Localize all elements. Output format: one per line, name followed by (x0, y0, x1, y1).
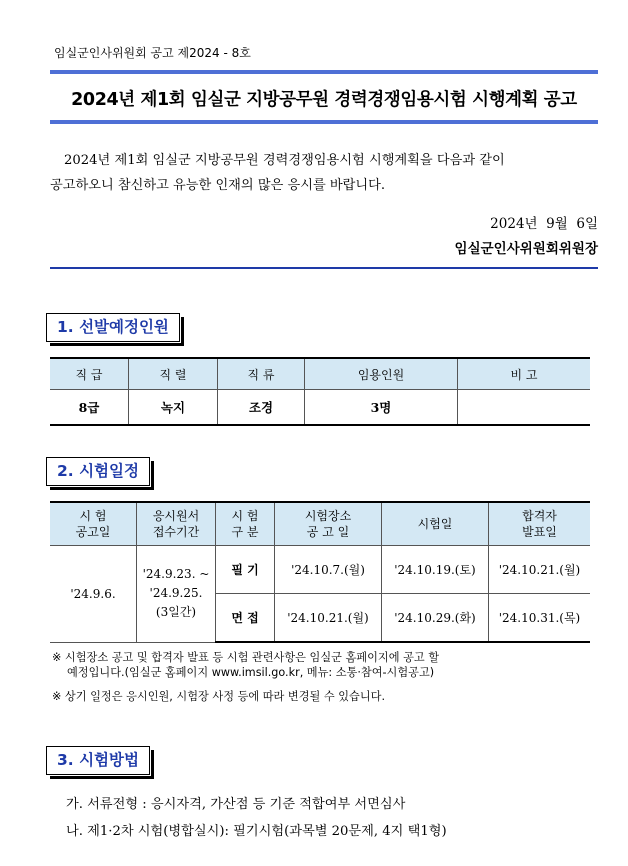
signer: 임실군인사위원회위원장 (454, 241, 598, 257)
col-header-remarks: 비 고 (458, 358, 591, 390)
cell-exam-date: '24.10.19.(토) (382, 546, 489, 594)
intro-paragraph (50, 148, 598, 198)
method-item-2: 나. 제1·2차 시험(병합실시): 필기시험(과목별 20문제, 4지 택1형) (66, 824, 447, 839)
schedule-table (50, 501, 590, 643)
cell-remarks (458, 390, 591, 426)
notice-number: 임실군인사위원회 공고 제2024 - 8호 (54, 46, 251, 60)
cell-announce-date: '24.9.6. (50, 546, 137, 643)
col-header-result-date: 합격자 발표일 (489, 502, 591, 546)
col-header-application-period: 응시원서 접수기간 (137, 502, 216, 546)
selection-table (50, 357, 590, 426)
table-row (50, 390, 590, 426)
cell-series: 녹지 (129, 390, 218, 426)
cell-result-date: '24.10.31.(목) (489, 594, 591, 643)
col-header-exam-type: 시 험 구 분 (216, 502, 275, 546)
cell-venue-date: '24.10.7.(월) (275, 546, 382, 594)
section-3-title: 3. 시험방법 (46, 746, 150, 775)
cell-class: 조경 (218, 390, 305, 426)
document-title: 2024년 제1회 임실군 지방공무원 경력경쟁임용시험 시행계획 공고 (71, 90, 577, 110)
cell-exam-type: 필 기 (216, 546, 275, 594)
notice-date: 2024년 9월 6일 (490, 216, 598, 232)
cell-grade: 8급 (50, 390, 129, 426)
cell-result-date: '24.10.21.(월) (489, 546, 591, 594)
note-line: ※ 시험장소 공고 및 합격자 발표 등 시험 관련사항은 임실군 홈페이지에 공고 할 (52, 651, 440, 664)
col-header-class: 직 류 (218, 358, 305, 390)
cell-exam-date: '24.10.29.(화) (382, 594, 489, 643)
cell-venue-date: '24.10.21.(월) (275, 594, 382, 643)
schedule-note-2: ※ 상기 일정은 응시인원, 시험장 사정 등에 따라 변경될 수 있습니다. (52, 690, 386, 703)
cell-headcount: 3명 (305, 390, 458, 426)
schedule-note-1 (52, 650, 600, 680)
col-header-headcount: 임용인원 (305, 358, 458, 390)
intro-line-2: 공고하오니 참신하고 유능한 인재의 많은 응시를 바랍니다. (50, 178, 386, 193)
col-header-grade: 직 급 (50, 358, 129, 390)
title-top-rule (50, 70, 598, 74)
title-bottom-rule (50, 120, 598, 124)
table-row (50, 546, 590, 594)
section-1-title: 1. 선발예정인원 (46, 313, 180, 342)
method-item-1: 가. 서류전형 : 응시자격, 가산점 등 기준 적합여부 서면심사 (66, 797, 406, 812)
note-line: 예정입니다.(임실군 홈페이지 www.imsil.go.kr, 메뉴: 소통·참여-시험공고) (67, 666, 435, 679)
col-header-venue-date: 시험장소 공 고 일 (275, 502, 382, 546)
intro-line-1: 2024년 제1회 임실군 지방공무원 경력경쟁임용시험 시행계획을 다음과 같이 (64, 153, 505, 168)
signer-rule (50, 267, 598, 269)
col-header-exam-date: 시험일 (382, 502, 489, 546)
col-header-series: 직 렬 (129, 358, 218, 390)
cell-application-period: '24.9.23. ~ '24.9.25. (3일간) (137, 546, 216, 643)
cell-exam-type: 면 접 (216, 594, 275, 643)
col-header-notice-date: 시 험 공고일 (50, 502, 137, 546)
section-2-title: 2. 시험일정 (46, 457, 150, 486)
